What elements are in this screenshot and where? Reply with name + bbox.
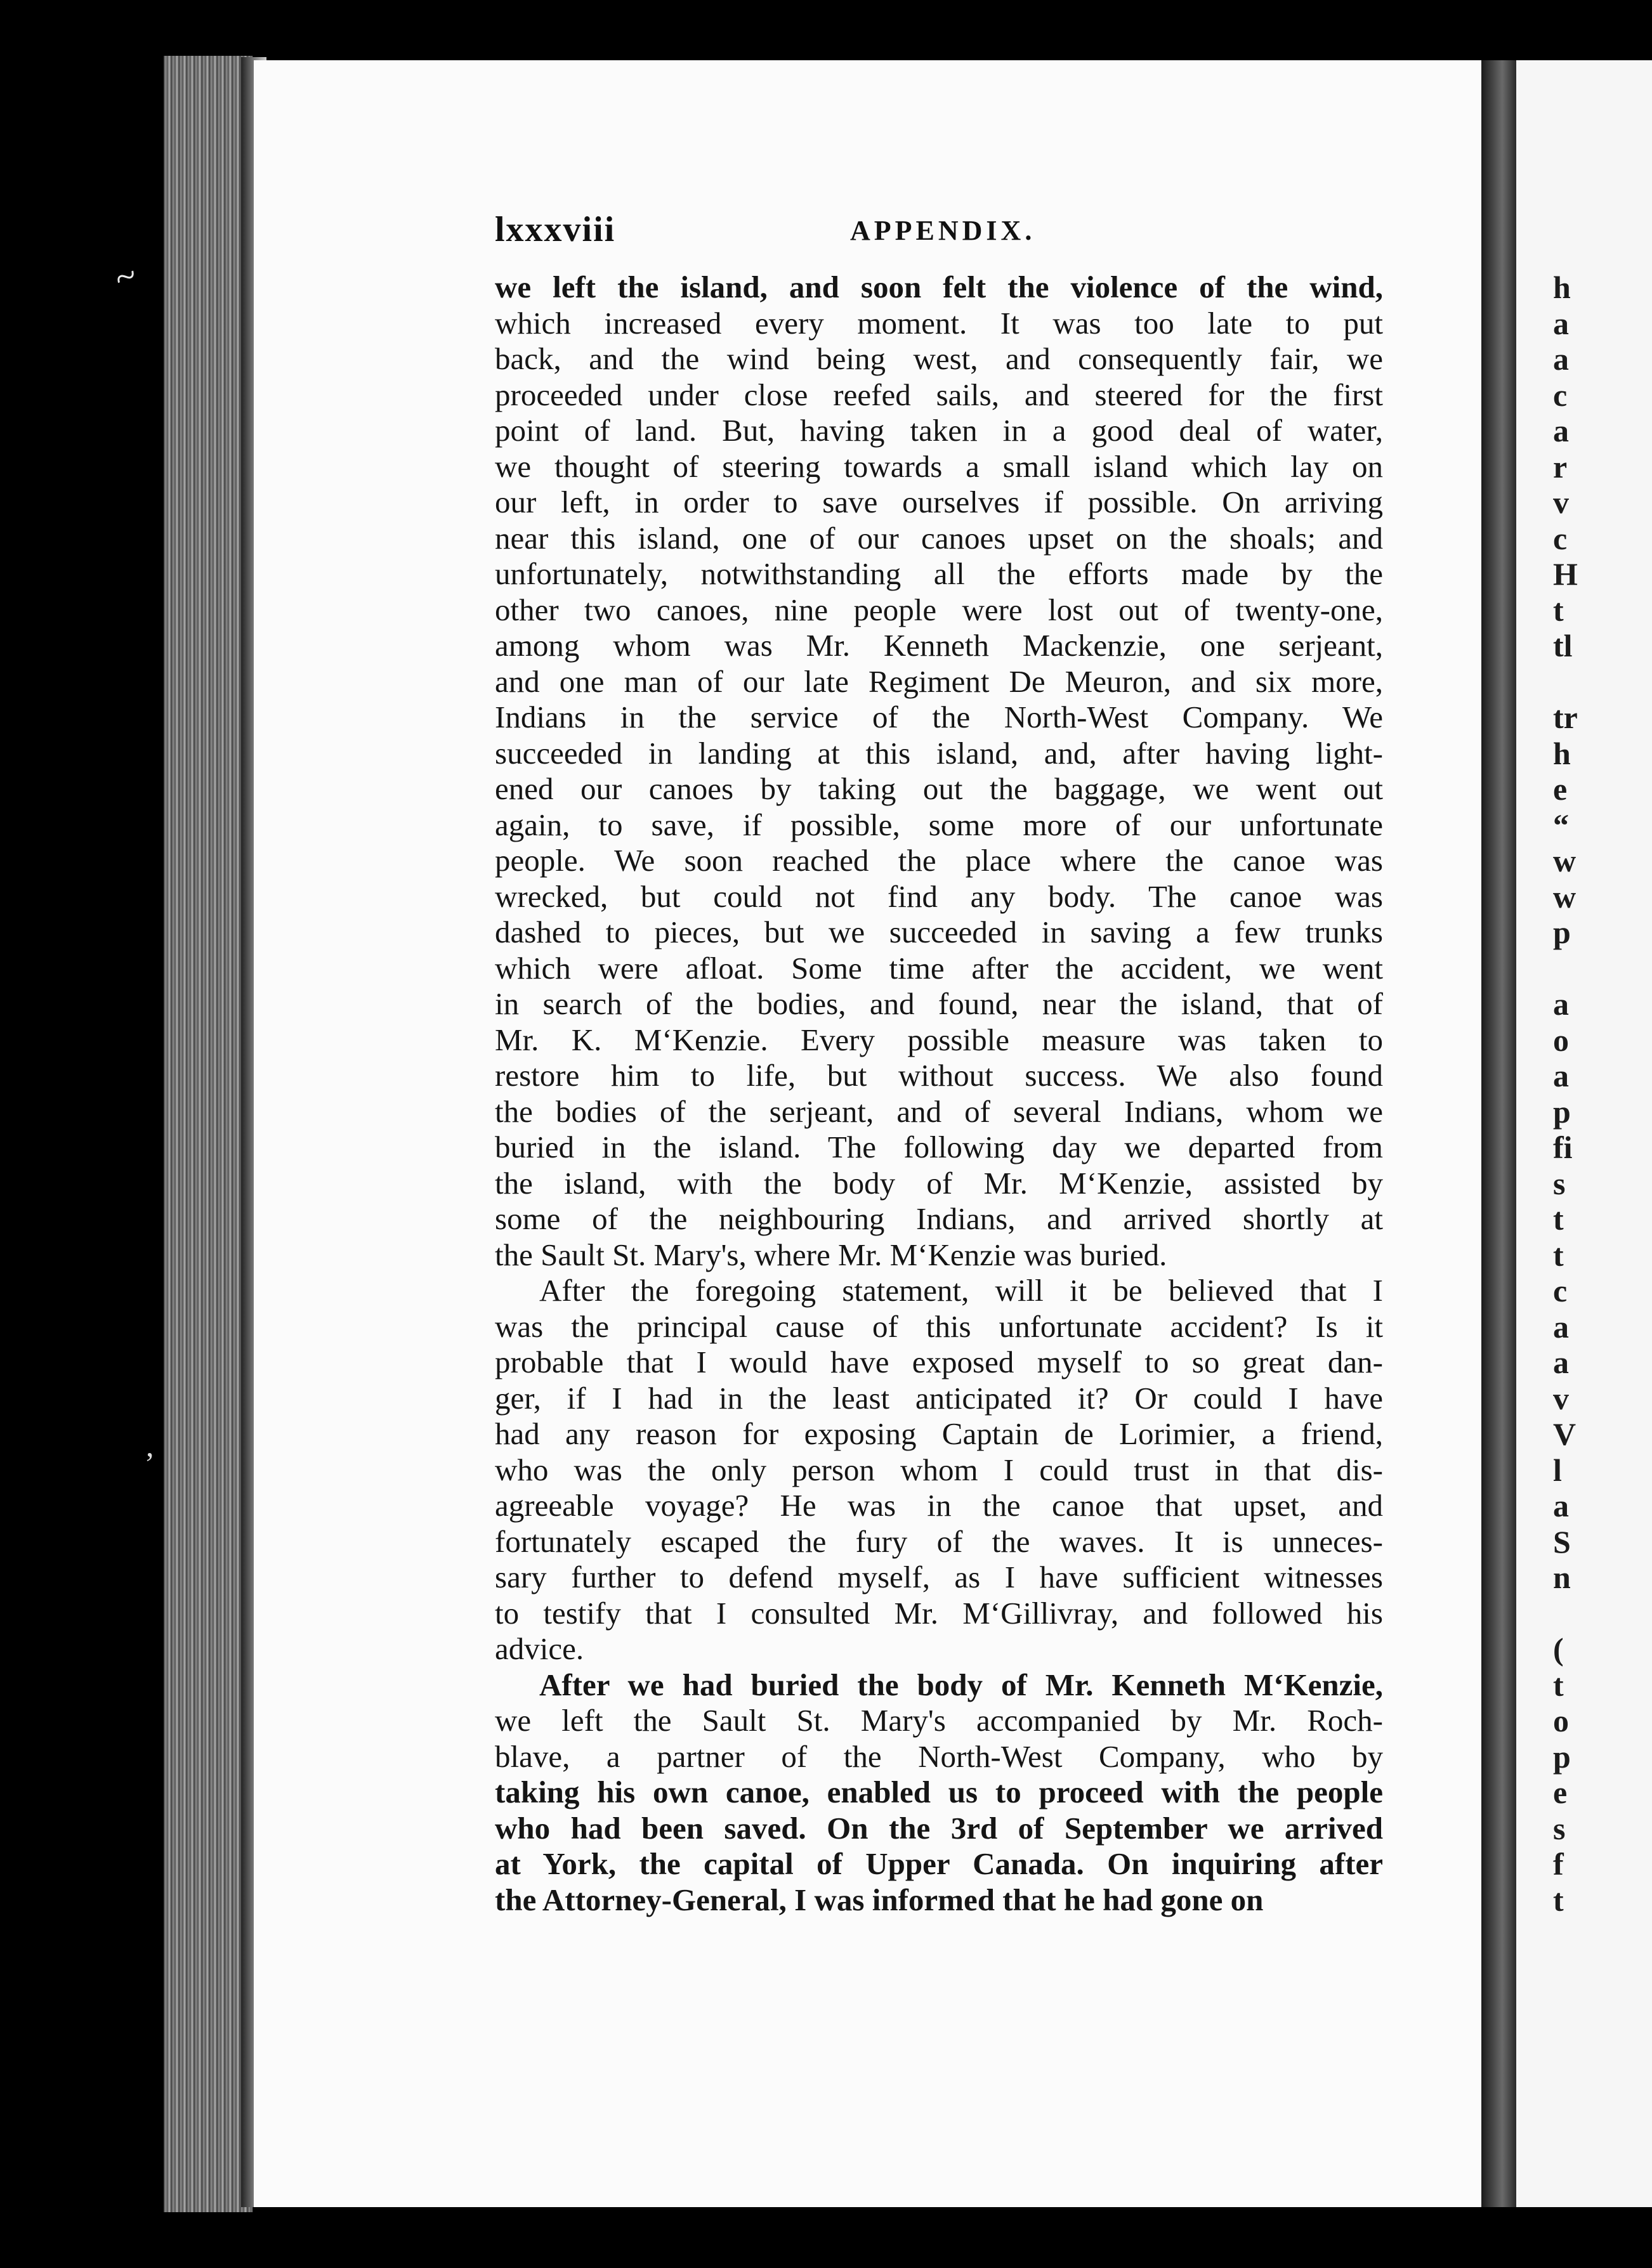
text-line: sary further to defend myself, as I have sufficient witnesses <box>495 1560 1383 1594</box>
text-line: and one man of our late Regiment De Meuron, and six more, <box>495 663 1383 699</box>
text-line: which were afloat. Some time after the accident, we went <box>495 950 1383 986</box>
text-line: restore him to life, but without success. We also found <box>495 1058 1383 1093</box>
facing-page-fragment: H <box>1553 556 1578 592</box>
text-line: we left the Sault St. Mary's accompanied by Mr. Roch- <box>495 1703 1383 1738</box>
text-line: was the principal cause of this unfortunate accident? Is it <box>495 1308 1383 1344</box>
text-line: we left the island, and soon felt the violence of the wind, <box>495 270 1383 304</box>
facing-page-fragment: r <box>1553 448 1568 485</box>
text-line: After we had buried the body of Mr. Kenneth M‘Kenzie, <box>539 1667 1383 1702</box>
text-line: back, and the wind being west, and consequently fair, we <box>495 341 1383 376</box>
page-number: lxxxviii <box>495 210 616 249</box>
facing-page-fragment: e <box>1553 771 1568 807</box>
facing-page-fragment: t <box>1553 1237 1564 1273</box>
section-title: APPENDIX. <box>850 215 1036 246</box>
facing-page-fragment: l <box>1553 1452 1562 1488</box>
text-line: among whom was Mr. Kenneth Mackenzie, one serjeant, <box>495 628 1383 663</box>
facing-page-fragment: c <box>1553 520 1568 556</box>
text-line: unfortunately, notwithstanding all the efforts made by the <box>495 556 1383 591</box>
facing-page-fragment: o <box>1553 1703 1569 1738</box>
text-line: succeeded in landing at this island, and, after having light- <box>495 735 1383 771</box>
text-line: the Attorney-General, I was informed that he had gone on <box>495 1882 1264 1917</box>
facing-page-fragment: o <box>1553 1022 1569 1058</box>
facing-page-fragment: a <box>1553 413 1569 448</box>
text-line: at York, the capital of Upper Canada. On inquiring after <box>495 1846 1383 1881</box>
text-line: proceeded under close reefed sails, and steered for the first <box>495 377 1383 412</box>
facing-page-fragment: f <box>1553 1846 1564 1882</box>
edge-smudge: ~ <box>108 253 143 300</box>
facing-page-fragment: a <box>1553 986 1569 1022</box>
text-line: the island, with the body of Mr. M‘Kenzie, assisted by <box>495 1165 1383 1201</box>
text-line: the Sault St. Mary's, where Mr. M‘Kenzie was buried. <box>495 1237 1167 1272</box>
facing-page-fragment: fi <box>1553 1130 1573 1165</box>
facing-page-fragment: s <box>1553 1165 1566 1201</box>
body-text <box>495 270 1383 1918</box>
text-line: our left, in order to save ourselves if possible. On arriving <box>495 485 1383 519</box>
facing-page-fragment: v <box>1553 485 1569 520</box>
book-page-edges <box>164 56 252 2212</box>
facing-page-fragment: e <box>1553 1775 1568 1810</box>
text-line: who was the only person whom I could trust in that dis- <box>495 1452 1383 1487</box>
facing-page-fragment: t <box>1553 1201 1564 1237</box>
text-line: point of land. But, having taken in a good deal of water, <box>495 413 1383 448</box>
text-line: to testify that I consulted Mr. M‘Gillivray, and followed his <box>495 1595 1383 1631</box>
facing-page-fragment: w <box>1553 878 1577 915</box>
facing-page-fragment <box>1553 1596 1648 1632</box>
facing-page-fragment: tl <box>1553 628 1573 663</box>
facing-page-fragment: “ <box>1553 807 1569 843</box>
facing-page-fragment <box>1553 664 1648 700</box>
text-line: other two canoes, nine people were lost out of twenty-one, <box>495 592 1383 627</box>
facing-page-fragment: a <box>1553 1488 1569 1523</box>
text-line: had any reason for exposing Captain de Lorimier, a friend, <box>495 1416 1383 1451</box>
facing-page-fragment: h <box>1553 270 1571 305</box>
facing-page-fragment: tr <box>1553 700 1578 735</box>
facing-page-fragment: n <box>1553 1560 1571 1595</box>
facing-page-fragment: a <box>1553 1345 1569 1380</box>
text-line: buried in the island. The following day we departed from <box>495 1130 1383 1164</box>
text-line: taking his own canoe, enabled us to proceed with the people <box>495 1775 1383 1809</box>
facing-page-fragment: c <box>1553 1273 1568 1308</box>
text-line: Mr. K. M‘Kenzie. Every possible measure was taken to <box>495 1022 1383 1057</box>
facing-page-fragment: h <box>1553 735 1571 771</box>
facing-page-fragment: t <box>1553 1667 1564 1703</box>
text-line: some of the neighbouring Indians, and arrived shortly at <box>495 1201 1383 1236</box>
edge-mark: , <box>146 1428 154 1463</box>
book-gutter <box>1481 60 1516 2207</box>
text-line: advice. <box>495 1631 584 1666</box>
text-line: near this island, one of our canoes upset on the shoals; and <box>495 520 1383 556</box>
facing-page-fragment: p <box>1553 1738 1571 1775</box>
facing-page-fragment: v <box>1553 1380 1569 1416</box>
text-line: dashed to pieces, but we succeeded in saving a few trunks <box>495 915 1383 949</box>
text-line: blave, a partner of the North-West Company, who by <box>495 1738 1383 1774</box>
text-line: we thought of steering towards a small island which lay on <box>495 448 1383 484</box>
text-line: in search of the bodies, and found, near the island, that of <box>495 986 1383 1021</box>
facing-page-fragment: s <box>1553 1810 1566 1846</box>
text-line: ened our canoes by taking out the baggage, we went out <box>495 771 1383 806</box>
text-line: again, to save, if possible, some more of our unfortunate <box>495 807 1383 842</box>
facing-page-text <box>1553 270 1648 1918</box>
running-head <box>495 209 1383 254</box>
facing-page-fragment: t <box>1553 1882 1564 1918</box>
text-line: wrecked, but could not find any body. The canoe was <box>495 878 1383 914</box>
facing-page-fragment: a <box>1553 341 1569 377</box>
facing-page-fragment: V <box>1553 1416 1577 1452</box>
text-line: people. We soon reached the place where the canoe was <box>495 843 1383 878</box>
facing-page-fragment: t <box>1553 592 1564 628</box>
facing-page-fragment: a <box>1553 305 1569 341</box>
text-line: fortunately escaped the fury of the waves. It is unneces- <box>495 1523 1383 1559</box>
text-line: which increased every moment. It was too late to put <box>495 305 1383 341</box>
text-line: agreeable voyage? He was in the canoe that upset, and <box>495 1488 1383 1523</box>
facing-page-fragment: a <box>1553 1058 1569 1093</box>
facing-page-fragment: p <box>1553 1093 1571 1130</box>
facing-page-fragment <box>1553 951 1648 987</box>
facing-page-fragment: p <box>1553 915 1571 950</box>
text-line: probable that I would have exposed myself to so great dan- <box>495 1345 1383 1379</box>
text-line: who had been saved. On the 3rd of September we arrived <box>495 1810 1383 1846</box>
facing-page-fragment: c <box>1553 377 1568 413</box>
text-line: ger, if I had in the least anticipated it? Or could I have <box>495 1380 1383 1416</box>
facing-page-fragment: w <box>1553 843 1577 878</box>
facing-page-fragment: S <box>1553 1523 1571 1560</box>
text-line: the bodies of the serjeant, and of several Indians, whom we <box>495 1093 1383 1129</box>
text-line: Indians in the service of the North-West Company. We <box>495 700 1383 734</box>
facing-page-fragment: a <box>1553 1308 1569 1345</box>
text-line: After the foregoing statement, will it be believed that I <box>539 1273 1383 1308</box>
facing-page-fragment: ( <box>1553 1631 1564 1667</box>
